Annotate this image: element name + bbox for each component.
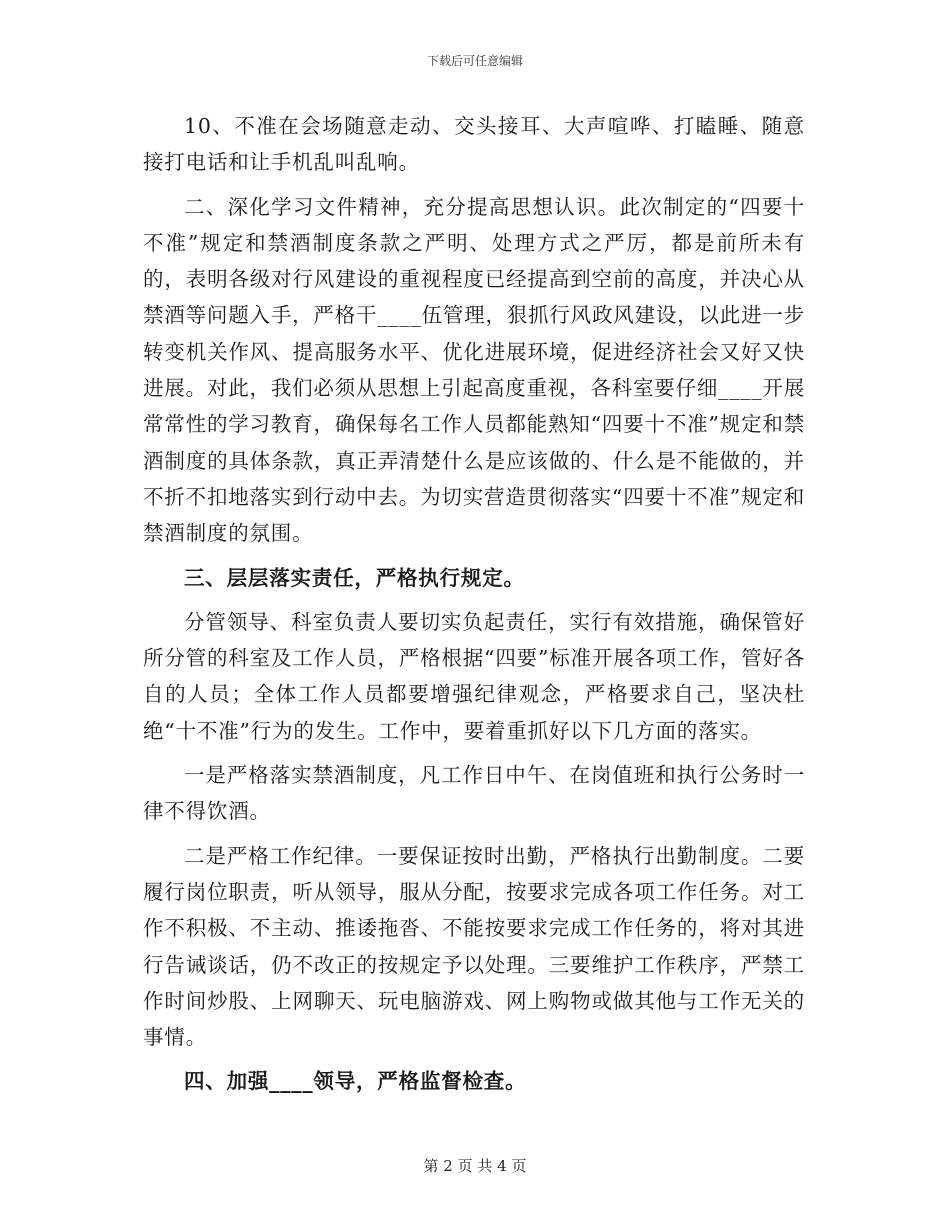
- document-body: [143, 108, 805, 1108]
- paragraph-alcohol-ban: 一是严格落实禁酒制度，凡工作日中午、在岗值班和执行公务时一律不得饮酒。: [143, 763, 805, 824]
- paragraph-work-discipline: 二是严格工作纪律。一要保证按时出勤，严格执行出勤制度。二要履行岗位职责，听从领导，服从分配，按要求完成各项工作任务。对工作不积极、不主动、推诿拖沓、不能按要求完成工作任务的，将对其进行告诫谈话，仍不改正的按规定予以处理。三要维护工作秩序，严禁工作时间炒股、上网聊天、玩电脑游戏、网上购物或做其他与工作无关的事情。: [143, 843, 805, 1050]
- paragraph-responsibility: 分管领导、科室负责人要切实负起责任，实行有效措施，确保管好所分管的科室及工作人员，严格根据“四要”标准开展各项工作，管好各自的人员；全体工作人员都要增强纪律观念，严格要求自己，坚决杜绝“十不准”行为的发生。工作中，要着重抓好以下几方面的落实。: [143, 609, 805, 743]
- heading-section-3: 三、层层落实责任，严格执行规定。: [184, 565, 525, 590]
- page-header: 下载后可任意编辑: [426, 54, 523, 68]
- page-number: 第 2 页 共 4 页: [423, 1157, 527, 1175]
- paragraph-item-10: 10、不准在会场随意走动、交头接耳、大声喧哗、打瞌睡、随意接打电话和让手机乱叫乱响。: [143, 114, 805, 175]
- heading-section-4: 四、加强____领导，严格监督检查。: [184, 1069, 527, 1094]
- paragraph-section-2: 二、深化学习文件精神，充分提高思想认识。此次制定的“四要十不准”规定和禁酒制度条款之严明、处理方式之严厉，都是前所未有的，表明各级对行风建设的重视程度已经提高到空前的高度，并决心从禁酒等问题入手，严格干____伍管理，狠抓行风政风建设，以此进一步转变机关作风、提高服务水平、优化进展环境，促进经济社会又好又快进展。对此，我们必须从思想上引起高度重视，各科室要仔细____开展常常性的学习教育，确保每名工作人员都能熟知“四要十不准”规定和禁酒制度的具体条款，真正弄清楚什么是应该做的、什么是不能做的，并不折不扣地落实到行动中去。为切实营造贯彻落实“四要十不准”规定和禁酒制度的氛围。: [143, 194, 805, 546]
